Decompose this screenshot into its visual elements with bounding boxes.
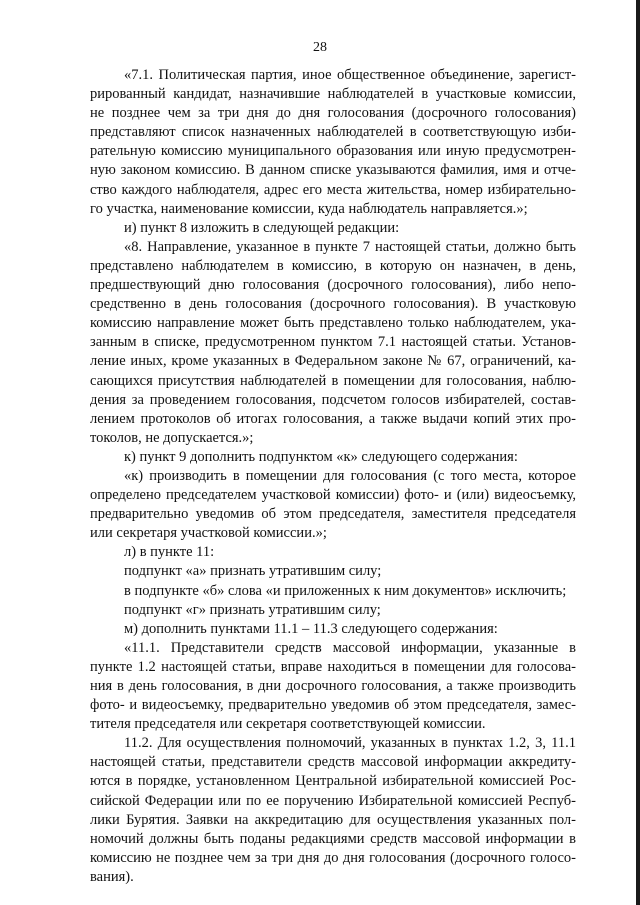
paragraph <box>90 734 576 887</box>
text-line: го участка, наименование комиссии, куда наблюдатель направляется.»; <box>90 200 528 217</box>
text-line: определено председателем участковой комиссии) фото- и (или) видеосъемку, <box>90 487 576 504</box>
text-line: вания). <box>90 868 134 885</box>
text-line: представлено наблюдателем в комиссию, в которую он назначен, в день, <box>90 257 576 274</box>
text-line: лением протоколов об итогах голосования, а также выдачи копий этих про- <box>90 410 576 427</box>
text-line: пункте 1.2 настоящей статьи, вправе находиться в помещении для голосова- <box>90 658 576 675</box>
text-line: ство каждого наблюдателя, адрес его места жительства, номер избирательно- <box>90 181 576 198</box>
text-line: дения за проведением голосования, подсчетом голосов избирателей, состав- <box>90 391 576 408</box>
text-line: номочий должны быть поданы редакциями средств массовой информации в <box>90 830 576 847</box>
text-line: представляют список назначенных наблюдателей в соответствующую изби- <box>90 124 576 141</box>
paragraph <box>90 238 576 448</box>
text-line: ются в порядке, установленном Центральной избирательной комиссией Рос- <box>90 773 576 790</box>
text-line: ную законом комиссию. В данном списке указываются фамилия, имя и отче- <box>90 162 576 179</box>
paragraph <box>90 543 576 562</box>
text-line: настоящей статьи, представители средств массовой информации аккредиту- <box>90 754 576 771</box>
text-line: тителя председателя или секретаря соответствующей комиссии. <box>90 716 486 733</box>
text-line: подпункт «а» признать утратившим силу; <box>124 563 382 580</box>
paragraph <box>90 639 576 734</box>
text-line: занным в списке, предусмотренном пунктом 7.1 настоящей статьи. Установ- <box>90 334 576 351</box>
paragraph <box>90 620 576 639</box>
text-line: фото- и видеосъемку, предварительно уведомив об этом председателя, замес- <box>90 697 576 714</box>
text-line: средственно в день голосования (досрочного голосования). В участковую <box>90 296 576 313</box>
text-line: к) пункт 9 дополнить подпунктом «к» следующего содержания: <box>124 448 518 465</box>
paragraph <box>90 448 576 467</box>
text-line: рательную комиссию муниципального образования или иную предусмотрен- <box>90 143 576 160</box>
text-line: предшествующий дню голосования (досрочного голосования), либо непо- <box>90 277 576 294</box>
text-line: не позднее чем за три дня до дня голосования (досрочного голосования) <box>90 105 576 122</box>
text-line: ния в день голосования, в дни досрочного голосования, а также производить <box>90 678 576 694</box>
text-line: предварительно уведомив об этом председателя, заместителя председателя <box>90 506 576 523</box>
text-line: в подпункте «б» слова «и приложенных к ним документов» исключить; <box>124 582 567 599</box>
text-line: токолов, не допускается.»; <box>90 429 254 446</box>
text-line: или секретаря участковой комиссии.»; <box>90 525 327 542</box>
text-line: лики Бурятия. Заявки на аккредитацию для осуществления указанных пол- <box>90 811 576 828</box>
paragraph <box>90 219 576 238</box>
text-line: ление иных, кроме указанных в Федеральном законе № 67, ограничений, ка- <box>90 353 576 370</box>
text-line: 11.2. Для осуществления полномочий, указанных в пунктах 1.2, 3, 11.1 <box>124 735 576 752</box>
paragraph <box>90 582 576 601</box>
text-line: л) в пункте 11: <box>124 544 215 561</box>
text-line: комиссию не позднее чем за три дня до дня голосования (досрочного голосо- <box>90 849 576 866</box>
text-line: и) пункт 8 изложить в следующей редакции: <box>124 219 400 236</box>
text-line: комиссию направление может быть представлено только наблюдателем, ука- <box>90 315 576 332</box>
text-line: «8. Направление, указанное в пункте 7 настоящей статьи, должно быть <box>124 238 576 255</box>
text-line: «11.1. Представители средств массовой информации, указанные в <box>124 639 576 656</box>
document-body <box>90 66 576 887</box>
page-number: 28 <box>313 40 327 55</box>
text-line: «к) производить в помещении для голосования (с того места, которое <box>124 467 576 484</box>
paragraph <box>90 562 576 581</box>
paragraph <box>90 467 576 543</box>
text-line: «7.1. Политическая партия, иное общественное объединение, зарегист- <box>124 67 576 83</box>
text-line: рированный кандидат, назначившие наблюдателей в участковые комиссии, <box>90 86 576 103</box>
text-line: м) дополнить пунктами 11.1 – 11.3 следующего содержания: <box>124 620 498 637</box>
text-line: подпункт «г» признать утратившим силу; <box>124 601 381 618</box>
paragraph <box>90 601 576 620</box>
text-line: сийской Федерации или по ее поручению Избирательной комиссией Респуб- <box>90 792 576 809</box>
paragraph <box>90 66 576 219</box>
scan-edge <box>636 0 640 905</box>
text-line: сающихся присутствия наблюдателей в помещении для голосования, наблю- <box>90 372 576 389</box>
